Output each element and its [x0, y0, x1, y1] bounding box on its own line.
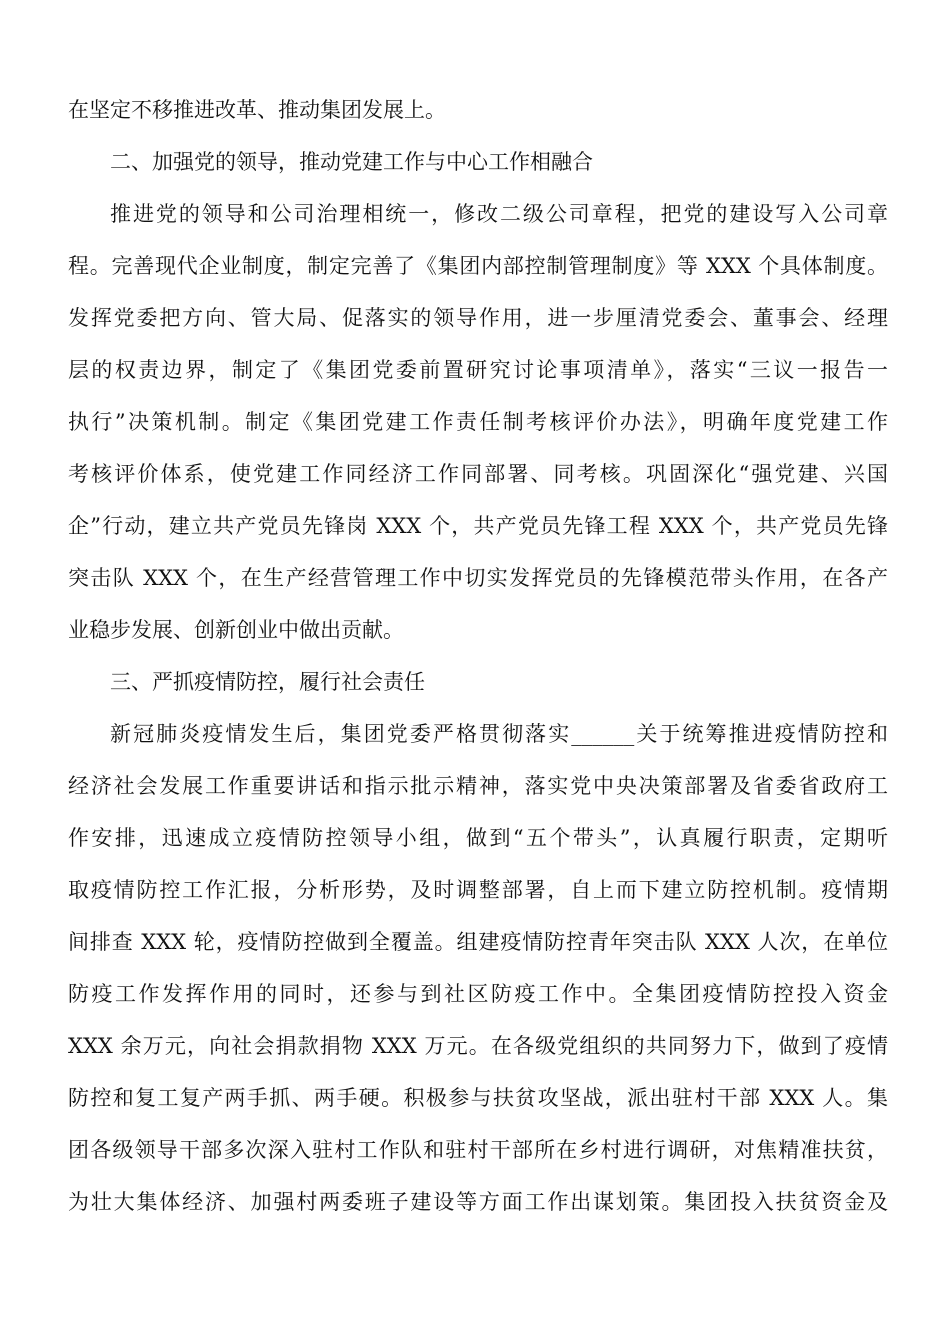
- body-text-line: 推进党的领导和公司治理相统一，修改二级公司章程，把党的建设写入公司章: [110, 202, 888, 226]
- body-text-line: 发挥党委把方向、管大局、促落实的领导作用，进一步厘清党委会、董事会、经理: [68, 306, 888, 330]
- body-text-line: 为壮大集体经济、加强村两委班子建设等方面工作出谋划策。集团投入扶贫资金及: [68, 1190, 888, 1214]
- body-text-line: 取疫情防控工作汇报，分析形势，及时调整部署，自上而下建立防控机制。疫情期: [68, 878, 888, 902]
- body-text-line: 层的权责边界，制定了《集团党委前置研究讨论事项清单》，落实“三议一报告一: [68, 358, 888, 382]
- body-text-line: 经济社会发展工作重要讲话和指示批示精神，落实党中央决策部署及省委省政府工: [68, 774, 888, 798]
- body-text-line: XXX 余万元，向社会捐款捐物 XXX 万元。在各级党组织的共同努力下，做到了疫情: [68, 1034, 888, 1058]
- section-heading-3: 三、严抓疫情防控，履行社会责任: [110, 670, 425, 694]
- body-text-line: 业稳步发展、创新创业中做出贡献。: [68, 618, 404, 642]
- body-text-line: 新冠肺炎疫情发生后，集团党委严格贯彻落实______关于统筹推进疫情防控和: [110, 722, 888, 746]
- body-text-line: 防控和复工复产两手抓、两手硬。积极参与扶贫攻坚战，派出驻村干部 XXX 人。集: [68, 1086, 888, 1110]
- body-text-line: 程。完善现代企业制度，制定完善了《集团内部控制管理制度》等 XXX 个具体制度。: [68, 254, 888, 278]
- body-text-line: 突击队 XXX 个，在生产经营管理工作中切实发挥党员的先锋模范带头作用，在各产: [68, 566, 888, 590]
- body-text-line: 考核评价体系，使党建工作同经济工作同部署、同考核。巩固深化“强党建、兴国: [68, 462, 888, 486]
- body-text-line: 防疫工作发挥作用的同时，还参与到社区防疫工作中。全集团疫情防控投入资金: [68, 982, 888, 1006]
- body-text-line: 执行”决策机制。制定《集团党建工作责任制考核评价办法》，明确年度党建工作: [68, 410, 888, 434]
- body-text-line: 作安排，迅速成立疫情防控领导小组，做到“五个带头”，认真履行职责，定期听: [68, 826, 888, 850]
- body-text-line: 企”行动，建立共产党员先锋岗 XXX 个，共产党员先锋工程 XXX 个，共产党员先锋: [68, 514, 888, 538]
- body-text-line: 团各级领导干部多次深入驻村工作队和驻村干部所在乡村进行调研，对焦精准扶贫，: [68, 1138, 888, 1162]
- body-text-line: 间排查 XXX 轮，疫情防控做到全覆盖。组建疫情防控青年突击队 XXX 人次，在单位: [68, 930, 888, 954]
- body-text-line: 在坚定不移推进改革、推动集团发展上。: [68, 98, 446, 122]
- section-heading-2: 二、加强党的领导，推动党建工作与中心工作相融合: [110, 150, 593, 174]
